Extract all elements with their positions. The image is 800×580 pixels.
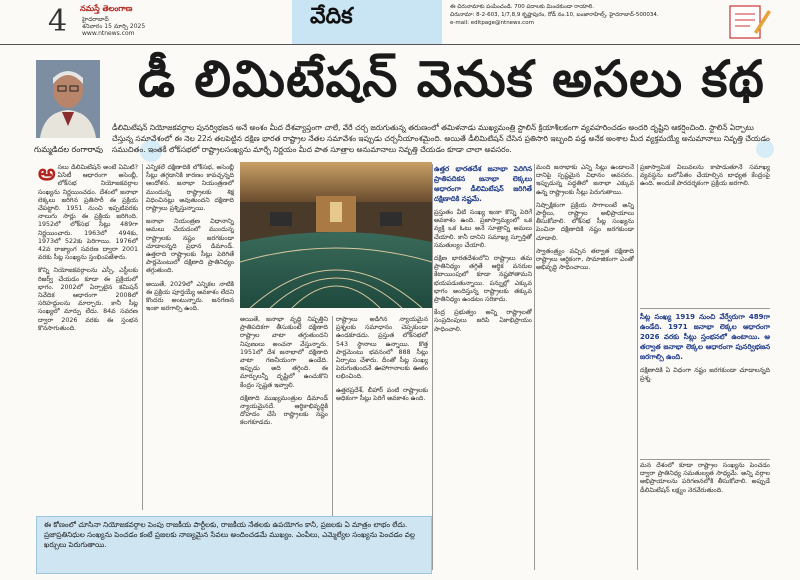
paragraph: దక్షిణ భారతదేశంలోని రాష్ట్రాలు తమ ప్రాతినిధ్యం తగ్గితే ఆర్థిక వనరుల కేటాయింపులో కూడా నష్టపోతామని భయపడుతున్నాయి. పన్నుల్లో ఎక్కువ భాగం అందిస్తున్న రాష్ట్రాలకు తక్కువ ప్రాతినిధ్యం ఉండటం సరికాదు. — [434, 255, 532, 304]
paper-name: నమస్తే తెలంగాణ — [80, 4, 133, 13]
article-column-9 — [640, 462, 770, 576]
paragraph: ప్రస్తుతం వీటి సంఖ్య ఇంకా కొన్ని పెరిగే అవకాశం ఉంది. ప్రజాస్వామ్యంలో ఒక వ్యక్తి ఒక ఓటు అనే సూత్రాన్ని అమలు చేయాలి. కానీ దానిని సమాఖ్య స్ఫూర్తితో సమతుల్యం చేయాలి. — [434, 209, 532, 249]
masthead-date: శనివారం 15 మార్చి 2025 — [82, 23, 146, 30]
info-line: ఈ చిరునామాకు పంపించండి. 700 పదాలకు మించకుండా రాయాలి. — [450, 4, 594, 10]
paragraph: ఎన్నికలే దక్షిణాదికి లోక్‌సభ, అసెంబ్లీ సీట్లు తగ్గడానికి కారణం కావచ్చన్నది ఆందోళన. జనాభా నియంత్రణలో ముందున్న రాష్ట్రాలకు శిక్ష విధించినట్లు అవుతుందని దక్షిణాది రాష్ట్రాలు ప్రశ్నిస్తున్నాయి. — [146, 164, 234, 213]
row-divider — [640, 459, 770, 460]
parliament-photo — [240, 162, 432, 308]
column-divider — [432, 164, 433, 570]
paragraph: కొన్ని నియోజకవర్గాలను ఎస్సీ, ఎస్టీలకు రిజర్వ్ చేయడం కూడా ఈ ప్రక్రియలో భాగం. 2002లో ఏర్పాటైన కమిషన్ నివేదిక ఆధారంగా 2008లో సరిహద్దులను మార్చారు. కానీ సీట్ల సంఖ్యలో మార్పు లేదు. 84వ సవరణ ద్వారా 2026 వరకు ఈ స్తంభన కొనసాగుతుంది. — [38, 267, 138, 332]
masthead-info — [450, 3, 720, 27]
paragraph: మన దేశంలో కూడా రాష్ట్రాల సంఖ్యను పెంచడం ద్వారా ప్రాతినిధ్య సమతుల్యత సాధ్యమే. అన్ని వర్గాల అభిప్రాయాలను పరిగణనలోకి తీసుకోవాలి. అప్పుడే డీలిమిటేషన్ లక్ష్యం నెరవేరుతుంది. — [640, 462, 770, 494]
article-column-7 — [640, 164, 770, 304]
author-byline: గుమ్మడిదల రంగారావు — [34, 145, 103, 154]
article-column-5 — [434, 164, 532, 570]
article-column-1 — [38, 164, 138, 510]
paragraph: దక్షిణాది ముఖ్యమంత్రుల డిమాండ్ న్యాయమైనదే. ఆర్థికాభివృద్ధికి దోహదం చేసే రాష్ట్రాలకు నష్టం కలగకూడదు. — [240, 394, 328, 427]
column-divider — [142, 164, 143, 510]
article-column-8 — [640, 312, 770, 458]
row-divider — [640, 308, 770, 309]
callout-text: ఈ కోణంలో చూసినా నియోజకవర్గాల పెంపు రాజకీయ పార్టీలకు, రాజకీయ నేతలకు ఉపయోగం కానీ, ప్రజలకు ఏ మాత్రం లాభం లేదు. ప్రజాప్రతినిధుల సంఖ్యను పెంచడం కంటే ప్రజలకు నాణ్యమైన సేవలు అందించడమే ముఖ్యం. ఎంపీలు, ఎమ్మెల్యేల సంఖ్యను పెంచడం వల్ల ఖర్చులు పెరుగుతాయి. — [44, 520, 415, 549]
masthead-city: హైదరాబాద్ — [82, 16, 109, 23]
info-line[interactable]: e-mail: editpage@ntnews.com — [450, 20, 534, 26]
section-logo-icon — [724, 2, 772, 42]
paragraph: కేంద్ర ప్రభుత్వం అన్ని రాష్ట్రాలతో సంప్రదింపులు జరిపి ఏకాభిప్రాయం సాధించాలి. — [434, 309, 532, 333]
page-number: 4 — [48, 4, 68, 39]
section-title: వేదిక — [310, 4, 353, 29]
column-divider — [637, 164, 638, 570]
article-column-6 — [536, 164, 634, 570]
paragraph: సలు డీలిమిటేషన్ అంటే ఏమిటి? ఏసిటీ ఆధారంగా అసెంబ్లీ, లోక్‌సభ నియోజకవర్గాల సంఖ్యను నిర్ణయించడం. దేశంలో జనాభా లెక్కలు జరిగిన ప్రతిసారీ ఈ ప్రక్రియ చేపట్టాలి. 1951 నుంచి ఇప్పటివరకు నాలుగు సార్లు ఈ ప్రక్రియ జరిగింది. 1952లో లోక్‌సభ సీట్లు 489గా నిర్ణయించారు. 1963లో 494కు, 1973లో 522కు పెరిగాయి. 1976లో 42వ రాజ్యాంగ సవరణ ద్వారా 2001 వరకు సీట్ల సంఖ్యను స్తంభింపజేశారు. — [38, 164, 138, 262]
paragraph: నిష్పాక్షికంగా ప్రక్రియ సాగాలంటే అన్ని పార్టీలు, రాష్ట్రాల అభిప్రాయాలు తీసుకోవాలి. లోక్‌సభ సీట్ల సంఖ్యను పెంచినా దక్షిణాదికి నష్టం జరగకుండా చూడాలి. — [536, 201, 634, 242]
drop-cap: అ — [38, 164, 56, 186]
column-divider — [534, 164, 535, 570]
masthead-website[interactable]: www.ntnews.com — [82, 30, 135, 37]
headline: డీ లిమిటేషన్ వెనుక అసలు కథ — [138, 50, 765, 108]
paragraph: అయితే, 2029లో ఎన్నికల నాటికి ఈ ప్రక్రియ పూర్తయ్యే అవకాశం లేదని కొందరు అంటున్నారు. జనగణన ఇంకా జరగాల్సి ఉంది. — [146, 280, 234, 313]
article-column-2 — [146, 164, 234, 510]
paragraph: సీట్ల సంఖ్య 1919 నుంచి వేర్వేరుగా 489గా ఉండేది. 1971 జనాభా లెక్కల ఆధారంగా 2026 వరకు సీట్లు స్తంభనలో ఉంటాయి. ఆ తర్వాత జనాభా లెక్కల ఆధారంగా పునర్విభజన జరగాల్సి ఉంది. — [640, 313, 770, 361]
paragraph: అయితే, జనాభా వృద్ధి నిష్పత్తిని ప్రాతిపదికగా తీసుకుంటే దక్షిణాది రాష్ట్రాల వాటా తగ్గుతుందని నిపుణులు అంచనా వేస్తున్నారు. 1951లో దేశ జనాభాలో దక్షిణాది వాటా గణనీయంగా ఉండేది. ఇప్పుడు అది తగ్గింది. ఈ మార్పులన్నీ దృష్టిలో ఉంచుకొని కేంద్రం స్పష్టత ఇవ్వాలి. — [240, 316, 328, 389]
paragraph: దక్షిణాదికి ఏ విధంగా నష్టం జరగకుండా చూడాలన్నది ప్రశ్న. — [640, 367, 770, 383]
paragraph: జనాభా నియంత్రణ విధానాన్ని అమలు చేయడంలో ముందున్న రాష్ట్రాలకు నష్టం జరగకుండా చూడాలన్నది ప్రధాన డిమాండ్. ఉత్తరాది రాష్ట్రాలకు సీట్లు పెరిగితే పార్లమెంటులో దక్షిణాది ప్రాతినిధ్యం తగ్గుతుంది. — [146, 218, 234, 275]
standfirst: డీలిమిటేషన్ నియోజకవర్గాల పునర్విభజన అనే అంశం మీద దేశవ్యాప్తంగా చాలే, వేరే చర్చ జరుగుతున్న తరుణంలో తమిళనాడు ముఖ్యమంత్రి స్టాలిన్ క్రియాశీలకంగా వ్యవహరించడం అందరి దృష్టిని ఆకర్షించింది. స్టాలిన్ ఏర్పాటు చేస్తున్న సమావేశంలో ఈ నెల 22న తలపెట్టిన దక్షిణ భారత రాష్ట్రాల నేతల సమావేశం ఇప్పుడు చర్చనీయాంశమైంది. అయితే డీలిమిటేషన్ చేసిన ప్రతిసారి ఇబ్బంది పడ్డ అనేక అంశాల మీద వ్యక్తమయ్యే అనుమానాలు నివృత్తి చేయడం సముచితం. ఇంతకీ లోక్‌సభలో రాష్ట్రాలసంఖ్యను మార్చే నిర్ణయం మీద పాత సూత్రాల అనుమానాలు నివృత్తి చేయడం కూడా చాలా అవసరం. — [112, 123, 770, 154]
paragraph: ఉత్తరప్రదేశ్, బీహార్ వంటి రాష్ట్రాలకు అధికంగా సీట్లు పెరిగే అవకాశం ఉంది. — [336, 386, 428, 402]
paragraph: ప్రజాస్వామిక విలువలను కాపాడుతూనే సమాఖ్య వ్యవస్థను బలోపేతం చేయాల్సిన బాధ్యత కేంద్రంపై ఉంది. అందుకే పారదర్శకంగా ప్రక్రియ జరగాలి. — [640, 164, 770, 188]
author-photo — [36, 60, 100, 138]
paragraph: రాష్ట్రాలు అడిగిన న్యాయమైన ప్రశ్నలకు సమాధానం చెప్పకుండా ఉండకూడదు. ప్రస్తుత లోక్‌సభలో 543 స్థానాలు ఉన్నాయి. కొత్త పార్లమెంటు భవనంలో 888 సీట్లు ఏర్పాటు చేశారు. దీంతో సీట్ల సంఖ్య పెరుగుతుందనే ఊహాగానాలకు ఊతం లభించింది. — [336, 316, 428, 381]
paragraph: మంది జనాభాకు ఎన్ని సీట్లు ఉండాలనే దానిపై స్పష్టమైన విధానం అవసరం. ఇప్పుడున్న పద్ధతిలో జనాభా ఎక్కువ ఉన్న రాష్ట్రాలకు సీట్లు పెరుగుతాయి. — [536, 164, 634, 196]
info-line: చిరునామా: 8-2-603, 1/7,8,9 కృష్ణాపురం, రోడ్ నం.10, బంజారాహిల్స్, హైదరాబాద్-500034. — [450, 12, 659, 18]
paragraph: స్వాతంత్ర్యం వచ్చిన తర్వాత దక్షిణాది రాష్ట్రాలు ఆర్థికంగా, సామాజికంగా ఎంతో అభివృద్ధి సాధించాయి. — [536, 247, 634, 272]
pull-quote: ఉత్తర భారతదేశ జనాభా పెరిగిన ప్రాతిపదికన జనాభా లెక్కలు ఆధారంగా డీలిమిటేషన్ జరిగితే దక్షిణాదికి నష్టమే. — [434, 165, 532, 203]
